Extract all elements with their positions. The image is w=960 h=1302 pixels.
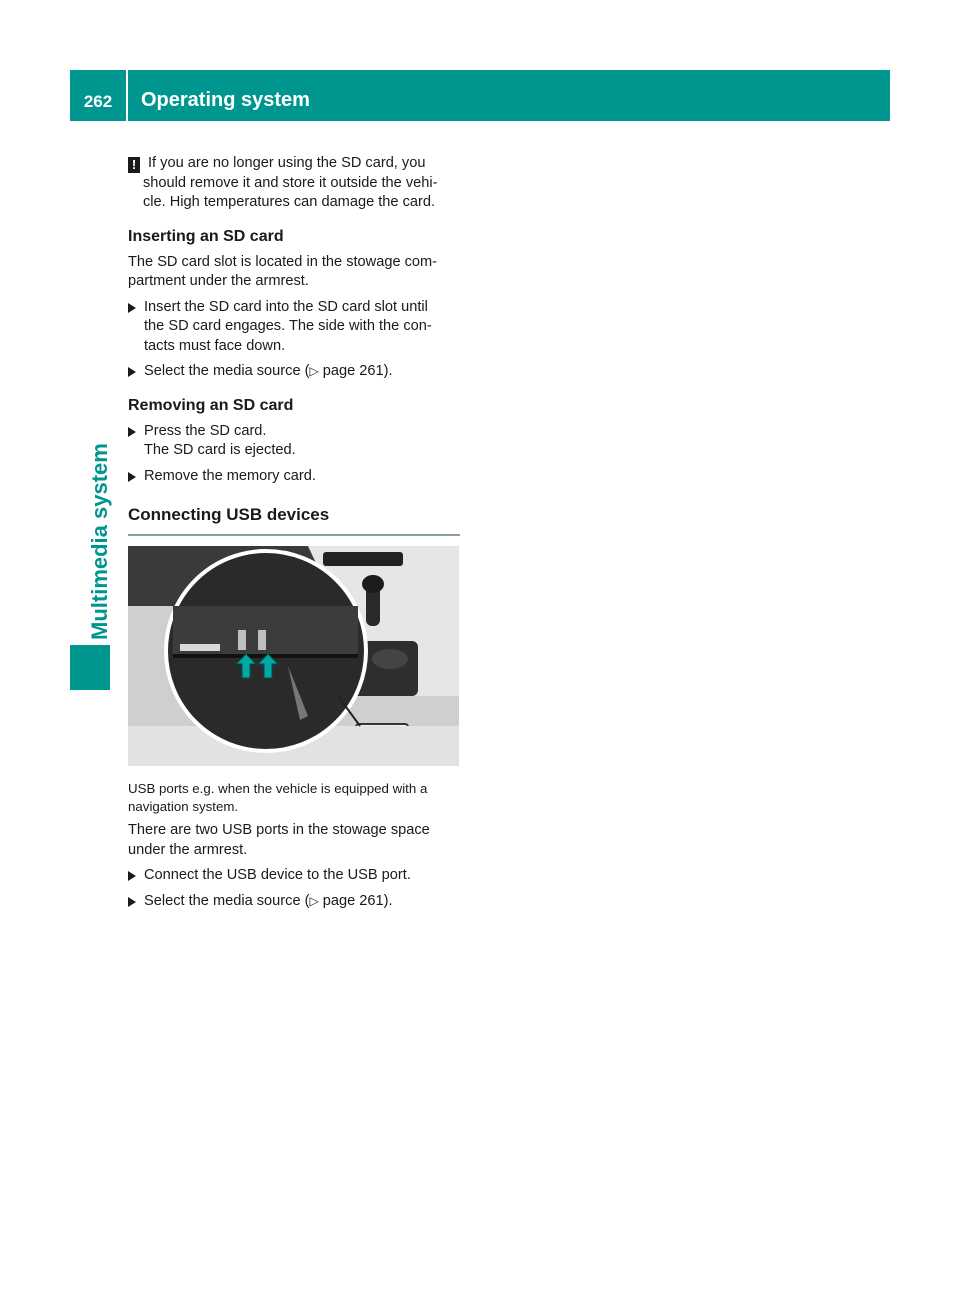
step-line: the SD card engages. The side with the con- xyxy=(144,318,432,334)
inserting-paragraph xyxy=(128,253,460,292)
usb-heading: Connecting USB devices xyxy=(128,504,460,536)
step-line: tacts must face down. xyxy=(144,337,286,354)
step-result: The SD card is ejected. xyxy=(144,442,296,458)
step-arrow-icon xyxy=(128,427,136,437)
note-line: should remove it and store it outside the vehi- xyxy=(143,174,438,191)
para-line: The SD card slot is located in the stowage com- xyxy=(128,253,438,270)
warning-exclamation-icon: ! xyxy=(128,157,140,173)
page-number: 262 xyxy=(83,92,113,111)
caption-line: navigation system. xyxy=(128,798,239,814)
step-line: Press the SD card. xyxy=(144,422,267,439)
side-tab-label: Multimedia system xyxy=(87,443,112,640)
page-ref-link[interactable]: page 261). xyxy=(318,892,393,909)
note-line: cle. High temperatures can damage the card. xyxy=(143,194,436,210)
step-text: Select the media source ( xyxy=(144,363,310,379)
removing-heading: Removing an SD card xyxy=(128,396,294,414)
warning-note xyxy=(128,154,460,213)
usb-step-1 xyxy=(128,866,460,886)
usb-ports-figure xyxy=(128,546,459,766)
para-line: partment under the armrest. xyxy=(128,273,309,289)
step-text: Remove the memory card. xyxy=(144,467,316,484)
step-text: Connect the USB device to the USB port. xyxy=(144,867,411,883)
usb-ports-illustration xyxy=(128,546,459,766)
figure-caption xyxy=(128,780,460,815)
page-ref-icon: ▷ xyxy=(309,364,319,378)
side-tab-block xyxy=(70,645,110,690)
note-text: If you are no longer using the SD card, you xyxy=(148,155,426,171)
page-content xyxy=(128,154,460,917)
para-line: under the armrest. xyxy=(128,841,248,858)
inserting-step-2 xyxy=(128,362,460,382)
step-arrow-icon xyxy=(128,871,136,881)
page-ref-icon: ▷ xyxy=(309,893,319,908)
inserting-step-1 xyxy=(128,298,460,357)
removing-step-1 xyxy=(128,422,460,461)
header-divider xyxy=(126,70,128,121)
section-title: Operating system xyxy=(141,89,310,111)
usb-step-2 xyxy=(128,892,460,912)
step-arrow-icon xyxy=(128,897,136,907)
usb-paragraph xyxy=(128,821,460,860)
step-arrow-icon xyxy=(128,303,136,313)
step-arrow-icon xyxy=(128,367,136,377)
para-line: There are two USB ports in the stowage space xyxy=(128,822,430,838)
step-line: Insert the SD card into the SD card slot until xyxy=(144,298,428,315)
step-text: Select the media source ( xyxy=(144,892,310,909)
step-arrow-icon xyxy=(128,472,136,482)
note-line xyxy=(128,154,460,174)
removing-step-2 xyxy=(128,467,460,487)
caption-line: USB ports e.g. when the vehicle is equipped with a xyxy=(128,781,428,796)
inserting-heading: Inserting an SD card xyxy=(128,227,284,245)
page-ref-link[interactable]: page 261). xyxy=(318,363,393,379)
